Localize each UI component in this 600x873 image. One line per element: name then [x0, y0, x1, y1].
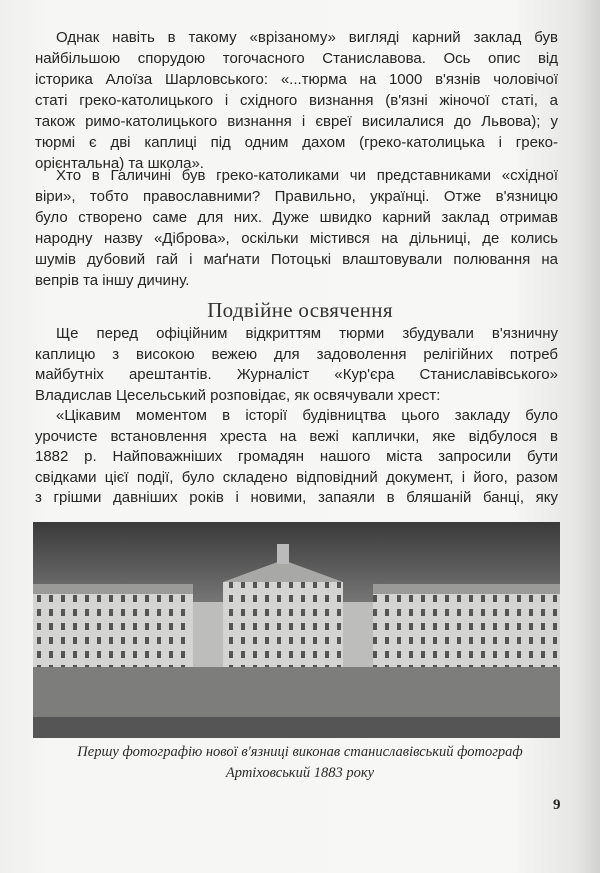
text-line: Ще перед офіційним відкриттям тюрми збудували в'язничну [56, 325, 558, 342]
text-line: майбутніх арештантів. Журналіст «Кур'єра Станиславівського» [35, 366, 558, 383]
text-line: з грішми давніших років і новими, запаяли в бляшаній банці, яку [35, 489, 558, 506]
text-line: Однак навіть в такому «врізаному» вигляді карний заклад був [56, 29, 558, 46]
paragraph-3 [35, 324, 558, 509]
text-line: урочисте встановлення хреста на вежі каплички, яке відбулося в [35, 427, 558, 445]
caption-line: Першу фотографію нової в'язниці виконав станиславівський фотограф [77, 744, 523, 760]
text-line: каплицю з високою вежею для задоволення релігійних потреб [35, 345, 558, 363]
section-heading: Подвійне освячення [207, 298, 393, 322]
text-line: орієнтальна) та школа». [35, 155, 204, 172]
text-line: також римо-католицького визнання і євреї висилалися до Львова); у [35, 113, 558, 130]
text-line: було створено саме для них. Дуже швидко карний заклад отримав [35, 209, 558, 226]
text-line: тюрмі є дві каплиці під одним дахом (греко-католицька і греко- [35, 134, 558, 151]
text-line: віри», тобто православними? Правильно, українці. Отже в'язницю [35, 188, 558, 205]
text-line: свідками цієї події, було складено відповідний документ, і його, разом [35, 468, 558, 486]
text-line: вепрів та іншу дичину. [35, 272, 190, 289]
text-line: Владислав Цесельський розповідає, як освячували хрест: [35, 386, 441, 404]
prison-photograph [33, 522, 560, 738]
text-line: народну назву «Діброва», оскільки містився на дільниці, де колись [35, 230, 558, 247]
text-line: статі греко-католицького і східного визнання (в'язні жіночої статі, а [35, 92, 558, 109]
photo-caption [0, 742, 600, 784]
text-line: шумів дубовий гай і маґнати Потоцькі влаштовували полювання на [35, 251, 558, 268]
caption-line: Артіховський 1883 року [225, 765, 375, 781]
paragraph-1 [35, 27, 558, 174]
paragraph-2 [35, 165, 558, 291]
text-line: 1882 р. Найповажніших громадян нашого міста запросили бути [35, 448, 558, 465]
text-line: найбільшою спорудою тогочасного Станиславова. Ось опис від [35, 50, 558, 67]
text-line: «Цікавим моментом в історії будівництва цього закладу було [56, 407, 558, 424]
text-line: історика Алоїза Шарловського: «...тюрма на 1000 в'язнів чоловічої [35, 71, 558, 88]
text-line: Хто в Галичині був греко-католиками чи представниками «східної [56, 167, 558, 184]
page-number: 9 [553, 797, 561, 813]
